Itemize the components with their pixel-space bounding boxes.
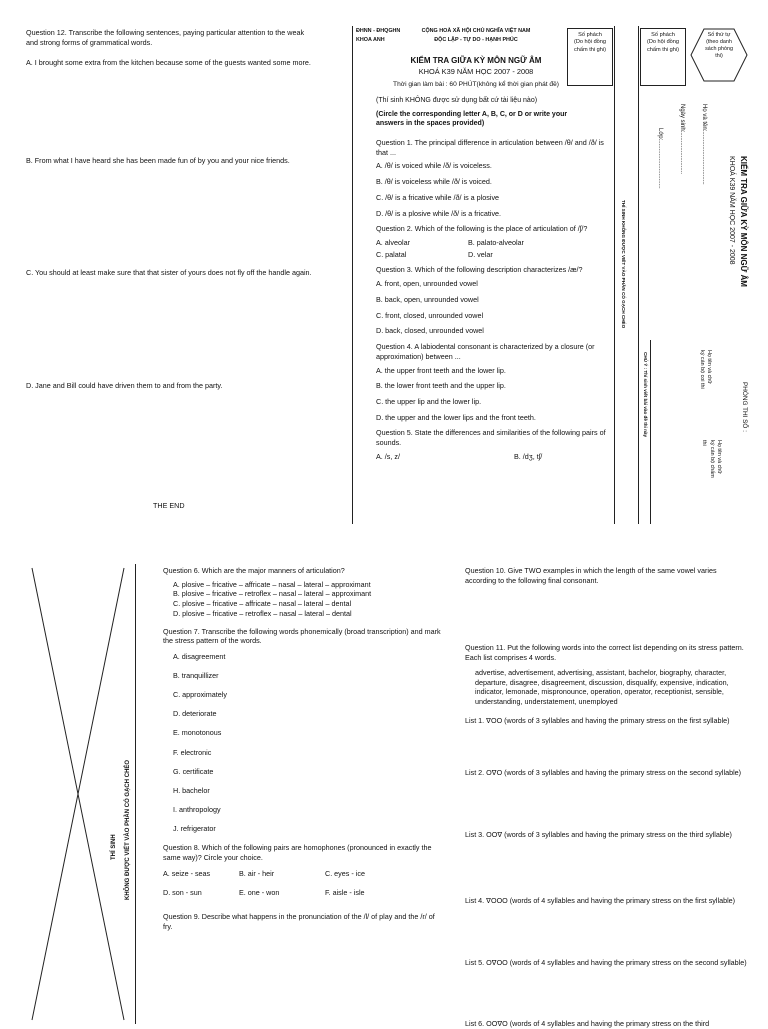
q11-word-list: advertise, advertisement, advertising, assistant, bachelor, biography, character, departure, disagree, disagreement, discussion, disqualify, expensive, indication, indicator, lemonade, mispronounce, operation, operator, receptionist, sensible, understanding, understatement, unemployed [475, 668, 729, 707]
crossed-out-area [22, 564, 132, 1024]
side-exam-sub: KHOÁ K39 NĂM HỌC 2007 - 2008 [728, 156, 735, 265]
q12-c: C. You should at least make sure that that sister of yours does not fly off the handle again. [26, 268, 312, 277]
q11: Question 11. Put the following words into the correct list depending on its stress pattern. Each list comprises 4 words. [465, 643, 744, 662]
list-1: List 1. ∇OO (words of 3 syllables and having the primary stress on the first syllable) [465, 716, 730, 725]
q7-word: A. disagreement [173, 652, 226, 662]
q4-b: B. the lower front teeth and the upper lip. [376, 381, 506, 391]
q7-word: H. bachelor [173, 785, 210, 795]
bottom-warning-2: KHÔNG ĐƯỢC VIẾT VÀO PHẦN CÓ GẠCH CHÉO [125, 759, 131, 900]
q4-c: C. the upper lip and the lower lip. [376, 396, 482, 406]
q4-a: A. the upper front teeth and the lower lip. [376, 365, 506, 375]
q2: Question 2. Which of the following is the place of articulation of /ʃ/? [376, 224, 588, 234]
q1-a: A. /θ/ is voiced while /ð/ is voiceless. [376, 161, 492, 171]
univ-line2: KHOA ANH [356, 37, 385, 43]
q8-f: F. aisle - isle [325, 888, 365, 898]
q6-c: C. plosive – fricative – affricate – nasal – lateral – dental [173, 599, 352, 609]
q4-d: D. the upper and the lower lips and the front teeth. [376, 412, 536, 422]
room-number: PHÒNG THI SỐ : [741, 382, 748, 432]
box-so-thu-tu: Số thứ tự (theo danh sách phòng thi) [705, 32, 733, 60]
class-field[interactable]: Lớp:............................. [657, 128, 663, 189]
q10: Question 10. Give TWO examples in which the length of the same vowel varies according to the following final consonant. [465, 566, 717, 585]
note-vertical: CHÚ Ý : Thí sinh viết bài vào đề thi này [643, 352, 648, 437]
q3-d: D. back, closed, unrounded vowel [376, 326, 484, 336]
q2-c: C. palatal [376, 249, 407, 259]
q7-word: B. tranquillizer [173, 671, 219, 681]
q6-d: D. plosive – fricative – retroflex – nasal – lateral – dental [173, 608, 352, 618]
list-2: List 2. O∇O (words of 3 syllables and having the primary stress on the second syllable) [465, 768, 742, 777]
q7-word: D. deteriorate [173, 709, 217, 719]
dob-field[interactable]: Ngày sinh:......................... [679, 104, 685, 175]
univ-line1: ĐHNN - ĐHQGHN [356, 28, 401, 34]
q8-e: E. one - won [239, 888, 280, 898]
q12-b: B. From what I have heard she has been made fun of by you and your nice friends. [26, 156, 290, 165]
q2-d: D. velar [468, 249, 493, 259]
exam-title: KIỂM TRA GIỮA KỲ MÔN NGỮ ÂM [410, 56, 542, 65]
q3-a: A. front, open, unrounded vowel [376, 279, 478, 289]
q12-d: D. Jane and Bill could have driven them to and from the party. [26, 381, 223, 390]
q1-b: B. /θ/ is voiceless while /ð/ is voiced. [376, 177, 492, 187]
cut-line-3 [650, 340, 651, 524]
name-field[interactable]: Họ và tên:................................ [701, 104, 707, 185]
q8-c: C. eyes - ice [325, 868, 365, 878]
bottom-divider [135, 564, 136, 1024]
q6-b: B. plosive – fricative – retroflex – nasal – lateral – approximant [173, 589, 372, 599]
q7-word: J. refrigerator [173, 824, 216, 834]
q12-a: A. I brought some extra from the kitchen because some of the guests wanted some more. [26, 58, 311, 67]
list-3: List 3. OO∇ (words of 3 syllables and having the primary stress on the third syllable) [465, 830, 732, 839]
q8-d: D. son - sun [163, 888, 202, 898]
q8-a: A. seize - seas [163, 868, 211, 878]
cut-line-1 [614, 26, 615, 524]
box-so-phach-1: Số phách (Do hội đồng chấm thi ghi) [567, 28, 613, 86]
q7-word: I. anthropology [173, 804, 221, 814]
q3-b: B. back, open, unrounded vowel [376, 294, 479, 304]
q8: Question 8. Which of the following pairs are homophones (pronounced in exactly the same way)? Circle your choice. [163, 843, 432, 862]
q7-word: F. electronic [173, 747, 212, 757]
bottom-warning-1: THÍ SINH [111, 834, 117, 860]
questions-column-top [376, 138, 610, 462]
box-so-phach-2: Số phách (Do hội đồng chấm thi ghi) [640, 28, 686, 86]
exam-sub: KHOÁ K39 NĂM HỌC 2007 - 2008 [418, 67, 534, 76]
the-end: THE END [153, 501, 185, 510]
sign-invigilator: Họ tên và chữ ký cán bộ coi thi [698, 350, 712, 389]
q3: Question 3. Which of the following description characterizes /æ/? [376, 265, 583, 275]
page-divider [352, 26, 353, 524]
q2-a: A. alveolar [376, 238, 410, 248]
q7-word: C. approximately [173, 690, 227, 700]
q6: Question 6. Which are the major manners of articulation? [163, 566, 345, 575]
q1-d: D. /θ/ is a plosive while /ð/ is a fricative. [376, 208, 502, 218]
sign-examiner: Họ tên và chữ ký cán bộ chấm thi [701, 440, 722, 478]
q9: Question 9. Describe what happens in the pronunciation of the /l/ of play and the /r/ of fry. [163, 912, 435, 931]
exam-time: Thời gian làm bài : 60 PHÚT(không kể thời gian phát đề) [393, 81, 559, 88]
q5: Question 5. State the differences and similarities of the following pairs of sounds. [376, 428, 606, 448]
q5-b: B. /dʒ, tʃ/ [514, 451, 543, 461]
q8-b: B. air - heir [239, 868, 275, 878]
q2-b: B. palato-alveolar [468, 238, 524, 248]
q7-word: G. certificate [173, 766, 214, 776]
q3-c: C. front, closed, unrounded vowel [376, 310, 484, 320]
republic-line2: ĐỘC LẬP - TỰ DO - HẠNH PHÚC [434, 37, 518, 43]
q7-word: E. monotonous [173, 728, 222, 738]
cut-line-2 [638, 26, 639, 524]
q7: Question 7. Transcribe the following words phonemically (broad transcription) and mark the stress pattern of the words. [163, 626, 441, 646]
list-5: List 5. O∇OO (words of 4 syllables and having the primary stress on the second syllable) [465, 958, 747, 967]
list-4: List 4. ∇OOO (words of 4 syllables and having the primary stress on the first syllable) [465, 896, 736, 905]
republic-line1: CỘNG HOÀ XÃ HỘI CHỦ NGHĨA VIỆT NAM [421, 28, 531, 34]
q6-a: A. plosive – fricative – affricate – nasal – lateral – approximant [173, 579, 371, 589]
list-6: List 6. OO∇O (words of 4 syllables and having the primary stress on the third [465, 1019, 710, 1028]
warning-vertical: THÍ SINH KHÔNG ĐƯỢC VIẾT VÀO PHẦN CÓ GẠCH CHÉO [621, 200, 626, 329]
q12-intro: Question 12. Transcribe the following sentences, paying particular attention to the weak and strong forms of grammatical words. [26, 28, 305, 47]
side-exam-title: KIỂM TRA GIỮA KỲ MÔN NGỮ ÂM [739, 156, 748, 287]
q1: Question 1. The principal difference in articulation between /θ/ and /ð/ is that ... [376, 138, 604, 157]
instruction: (Circle the corresponding letter A, B, C, or D or write your answers in the spaces provided) [376, 111, 568, 128]
q1-c: C. /θ/ is a fricative while /ð/ is a plosive [376, 192, 500, 202]
no-docs-note: (Thí sinh KHÔNG được sử dụng bất cứ tài liệu nào) [376, 97, 538, 104]
q4: Question 4. A labiodental consonant is characterized by a closure (or approximation) between ... [376, 342, 595, 361]
questions-column-bottom-mid [163, 566, 441, 931]
q5-a: A. /s, z/ [376, 451, 400, 461]
